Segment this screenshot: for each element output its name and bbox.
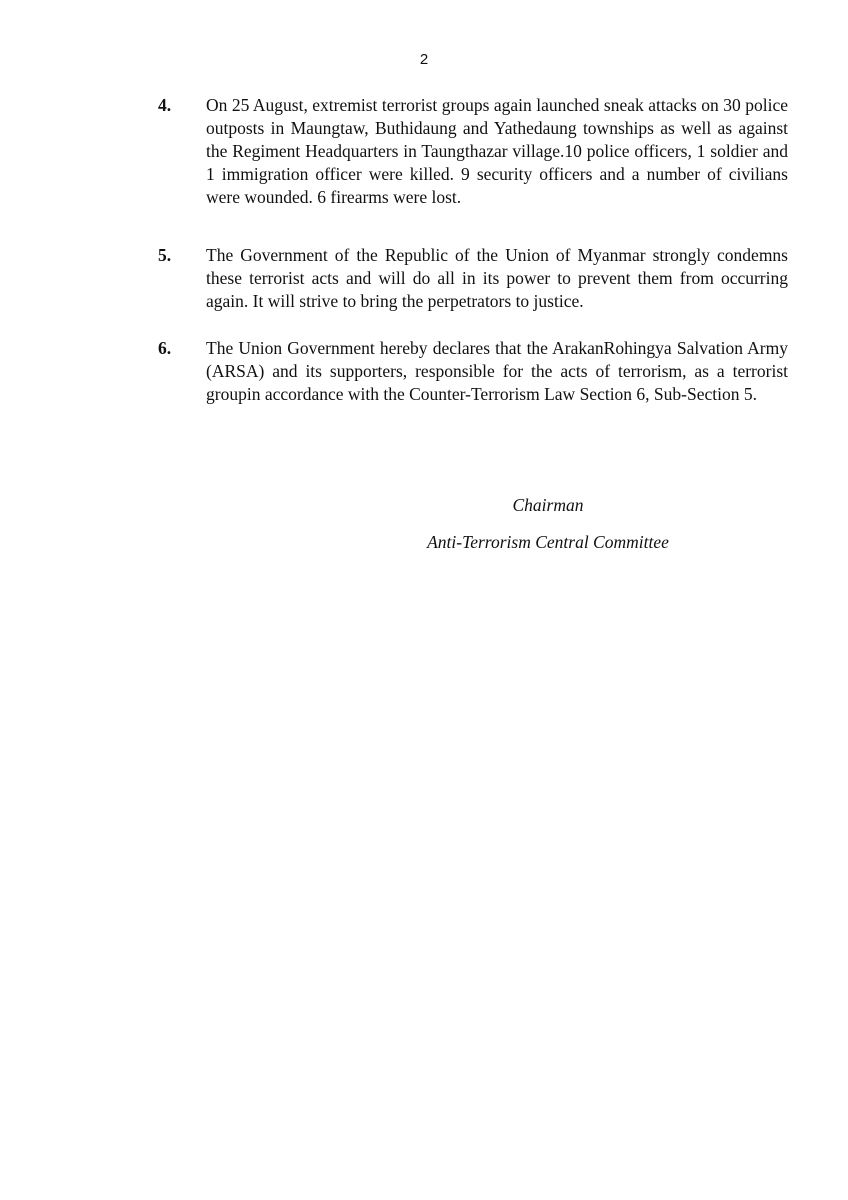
signature-organization: Anti-Terrorism Central Committee <box>427 532 669 552</box>
paragraph-number: 6. <box>158 338 172 358</box>
page-number: 2 <box>419 51 429 68</box>
paragraph-text: On 25 August, extremist terrorist groups again launched sneak attacks on 30 police outposts in Maungtaw, Buthidaung and Yathedaung townships as well as against the Regiment Headquarters in Taungthazar village.10 police officers, 1 soldier and 1 immigration officer were killed. 9 security officers and a number of civilians were wounded. 6 firearms were lost. <box>206 95 788 207</box>
numbered-paragraph <box>158 337 788 406</box>
numbered-paragraph <box>158 94 788 209</box>
paragraph-number: 4. <box>158 95 172 115</box>
paragraph-number: 5. <box>158 245 172 265</box>
numbered-paragraph <box>158 244 788 313</box>
paragraph-text: The Government of the Republic of the Union of Myanmar strongly condemns these terrorist acts and will do all in its power to prevent them from occurring again. It will strive to bring the perpetrators to justice. <box>206 245 788 311</box>
paragraph-text: The Union Government hereby declares that the ArakanRohingya Salvation Army (ARSA) and its supporters, responsible for the acts of terrorism, as a terrorist groupin accordance with the Counter-Terrorism Law Section 6, Sub-Section 5. <box>206 338 788 404</box>
signature-title: Chairman <box>512 495 584 515</box>
